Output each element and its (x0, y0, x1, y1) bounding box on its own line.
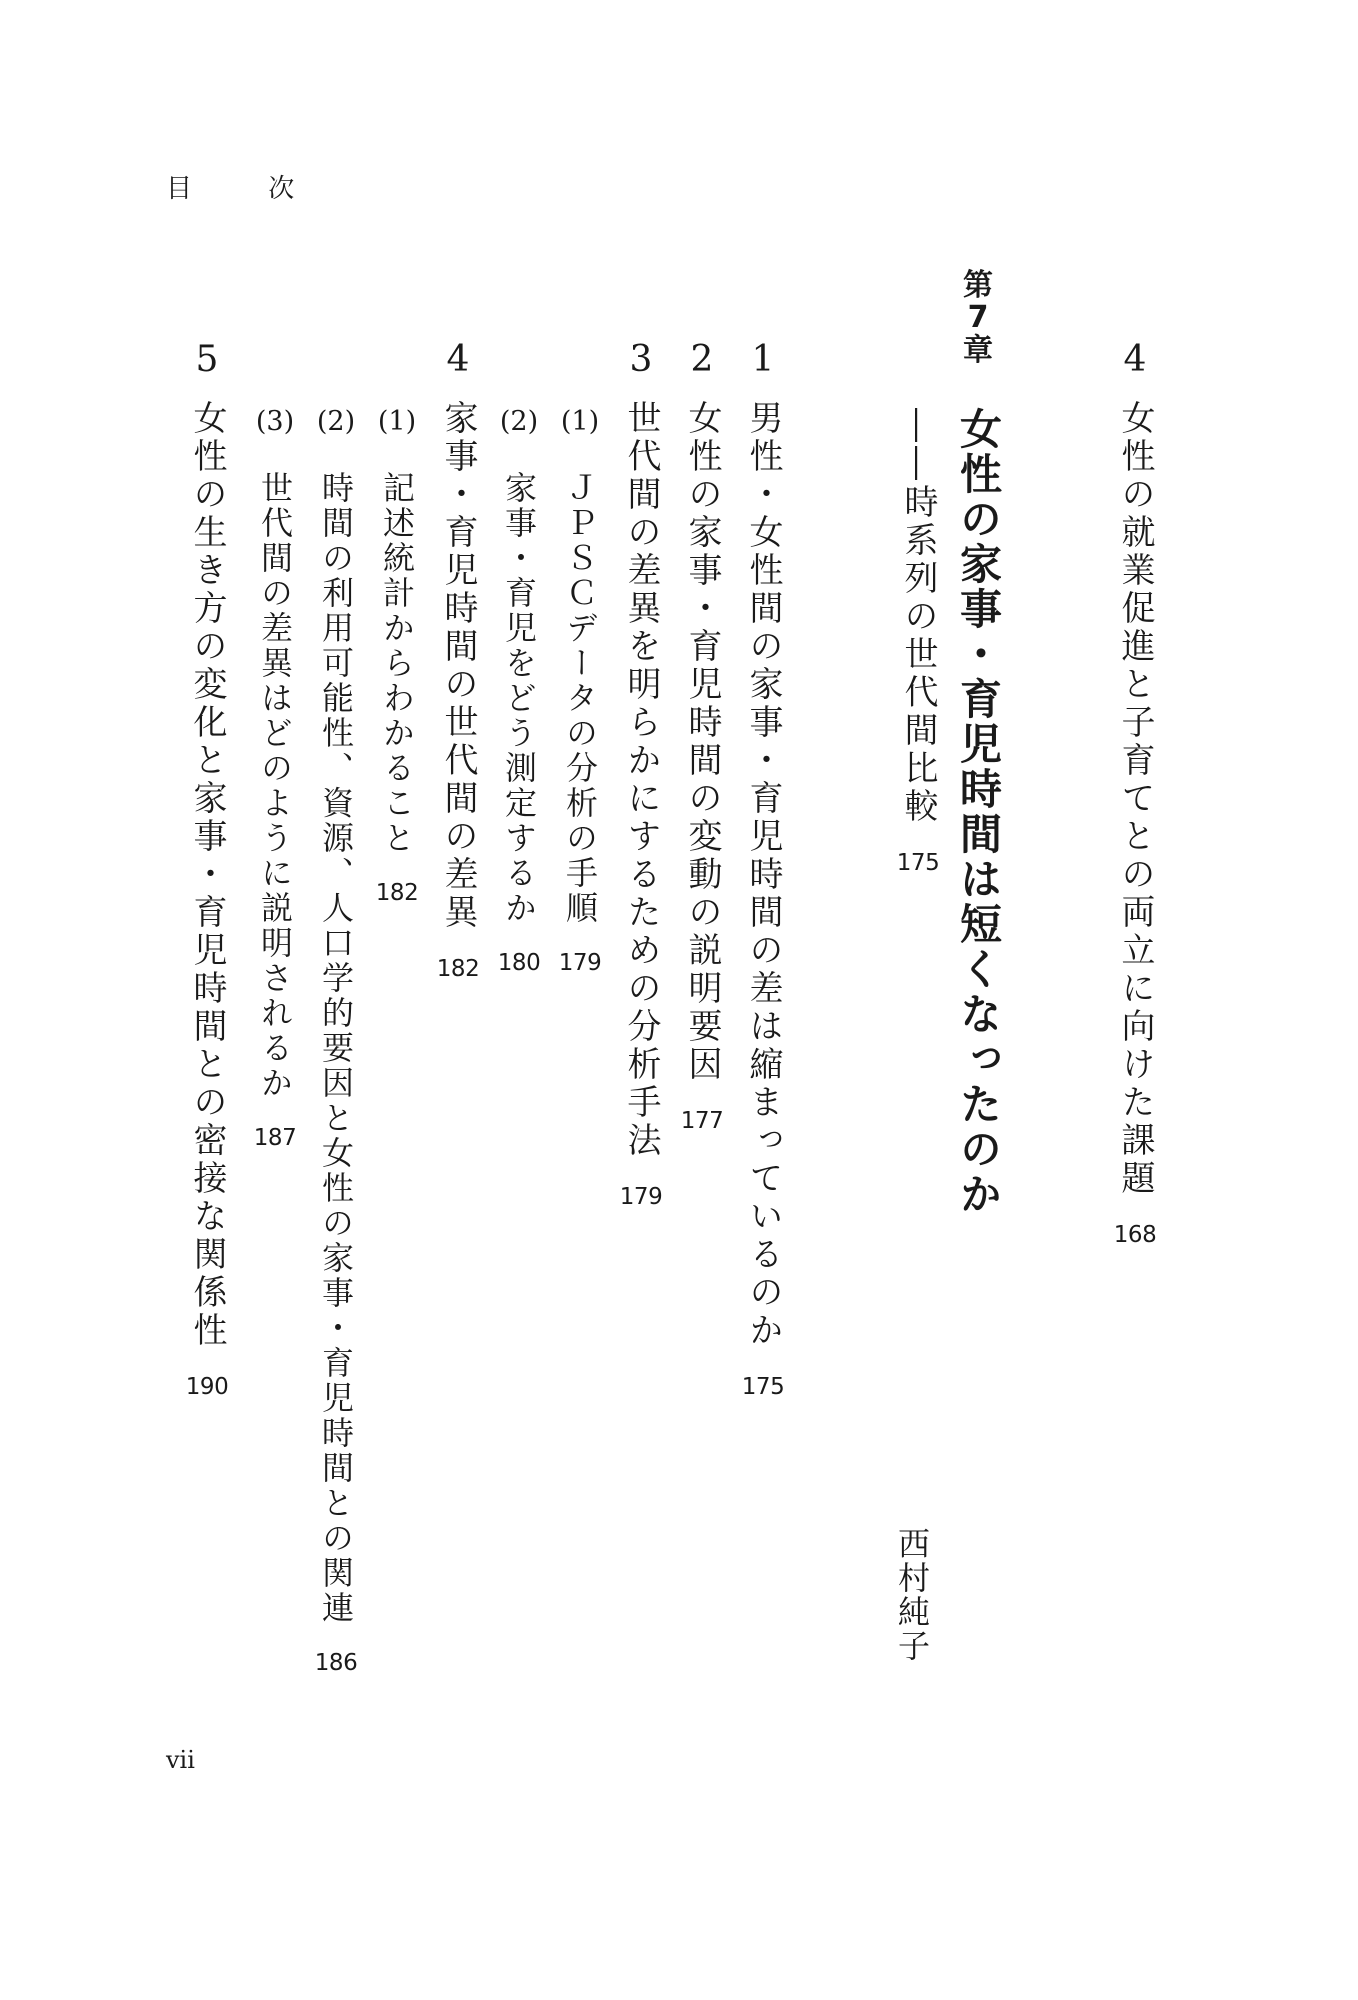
entry-page: 177 (680, 1108, 724, 1134)
entry-page: 179 (619, 1184, 663, 1210)
entry-number: (1) (377, 406, 417, 437)
entry-page: 180 (497, 950, 541, 976)
toc-entry-5 (182, 339, 232, 1400)
entry-title: 男性・女性間の家事・育児時間の差は縮まっているのか (743, 400, 783, 1350)
toc-entry-1 (738, 339, 788, 1400)
chapter-heading (948, 270, 1008, 1217)
entry-title: 家事・育児をどう測定するか (500, 471, 538, 926)
toc-entry-4-1 (372, 408, 422, 905)
entry-page: 179 (558, 950, 602, 976)
entry-title: 家事・育児時間の世代間の差異 (438, 400, 478, 932)
entry-title: 世代間の差異を明らかにするための分析手法 (621, 400, 661, 1160)
toc-entry-3-2 (494, 408, 544, 975)
toc-entry-3 (616, 339, 666, 1210)
toc-entry-4 (433, 339, 483, 982)
entry-number: 2 (690, 339, 714, 380)
chapter-label-number: 7 (967, 300, 989, 336)
entry-page: 168 (1113, 1222, 1157, 1248)
toc-entry-4-2 (311, 408, 361, 1675)
entry-number: 3 (629, 339, 653, 380)
entry-title: 女性の就業促進と子育てとの両立に向けた課題 (1115, 400, 1155, 1198)
chapter-page: 175 (896, 850, 940, 876)
entry-page: 175 (741, 1374, 785, 1400)
entry-title: 女性の生き方の変化と家事・育児時間との密接な関係性 (187, 400, 227, 1350)
entry-page: 182 (375, 880, 419, 906)
entry-number: (2) (316, 406, 356, 437)
entry-page: 186 (314, 1650, 358, 1676)
chapter-subtitle-block (893, 408, 943, 875)
toc-entry-4-3 (250, 408, 300, 1150)
entry-title: ＪＰＳＣデータの分析の手順 (561, 471, 599, 926)
toc-entry-2 (677, 339, 727, 1134)
entry-number: (2) (499, 406, 539, 437)
entry-number: 5 (195, 339, 219, 380)
entry-number: 4 (1123, 339, 1147, 380)
chapter-subtitle: ――時系列の世代間比較 (898, 408, 938, 826)
chapter-title: 女性の家事・育児時間は短くなったのか (954, 407, 1003, 1218)
chapter-author: 西村純子 (893, 1527, 931, 1663)
entry-page: 190 (185, 1374, 229, 1400)
folio: vii (166, 1746, 195, 1774)
toc-entry-3-1 (555, 408, 605, 975)
toc-entry-4-prev (1110, 339, 1160, 1248)
entry-number: 4 (446, 339, 470, 380)
chapter-label (963, 270, 993, 367)
entry-page: 187 (253, 1125, 297, 1151)
entry-title: 時間の利用可能性、資源、人口学的要因と女性の家事・育児時間との関連 (317, 471, 355, 1626)
entry-number: (1) (560, 406, 600, 437)
chapter-label-sho: 章 (963, 332, 993, 368)
running-head: 目 次 (166, 174, 329, 204)
chapter-label-dai: 第 (963, 268, 993, 303)
entry-number: (3) (255, 406, 295, 437)
entry-title: 女性の家事・育児時間の変動の説明要因 (682, 400, 722, 1084)
entry-page: 182 (436, 956, 480, 982)
entry-number: 1 (751, 339, 775, 380)
entry-title: 世代間の差異はどのように説明されるか (256, 471, 294, 1101)
entry-title: 記述統計からわかること (378, 471, 416, 856)
